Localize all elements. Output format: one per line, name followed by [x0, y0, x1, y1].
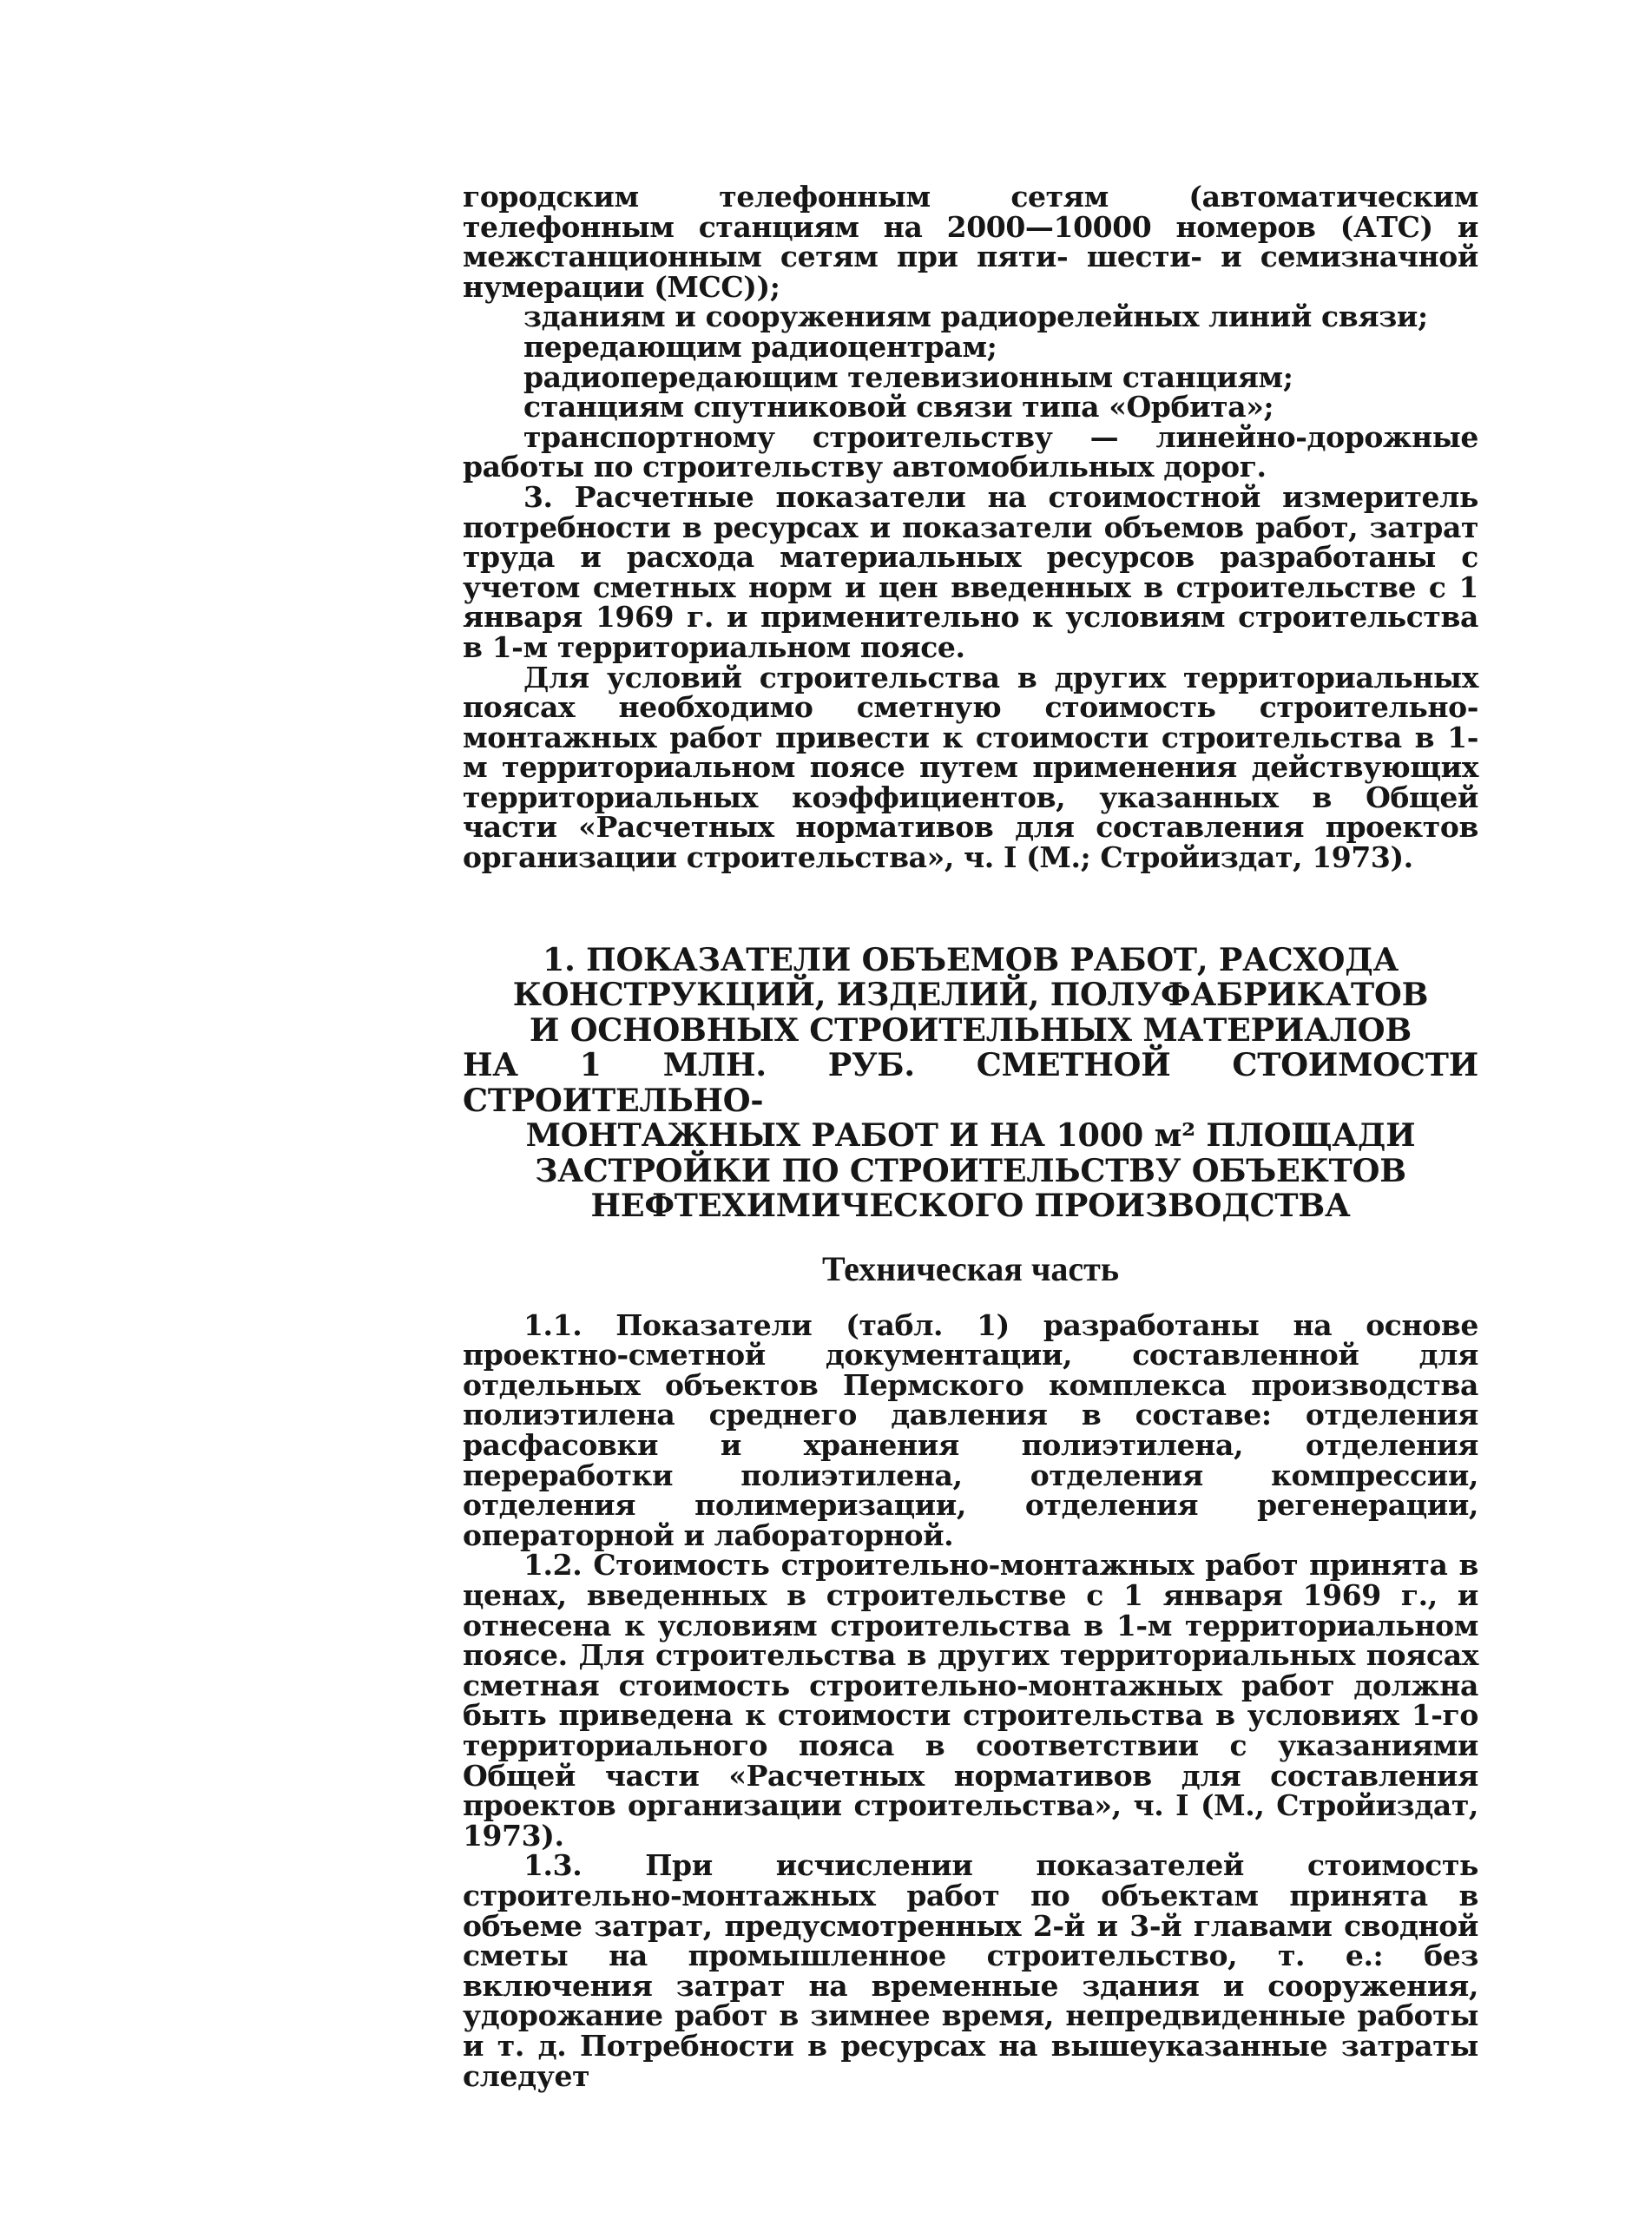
clause-1-2: 1.2. Стоимость строительно-монтажных работ принята в ценах, введенных в строительстве с 1 января 1969 г., и отнесена к условиям строительства в 1-м территориальном поясе. Для строительства в других территориальных поясах сметная стоимость строительно-монтажных работ должна быть приведена к стоимости строительства в условиях 1-го территориального пояса в соответствии с указаниями Общей части «Расчетных нормативов для составления проектов организации строительства», ч. I (М., Стройиздат, 1973). — [463, 1548, 1478, 1853]
intro-paragraph: городским телефонным сетям (автоматическим телефонным станциям на 2000—10000 номеров (АТС) и межстанционным сетям при пяти- шести- и семизначной нумерации (МСС)); — [463, 180, 1478, 304]
list-item: радиопередающим телевизионным станциям; — [523, 359, 1293, 394]
list-item: станциям спутниковой связи типа «Орбита»; — [523, 390, 1274, 425]
other-zones-paragraph: Для условий строительства в других территориальных поясах необходимо сметную стоимость строительно-монтажных работ привести к стоимости строительства в 1-м территориальном поясе путем применения действующих территориальных коэффициентов, указанных в Общей части «Расчетных нормативов для составления проектов организации строительства», ч. I (М.; Стройиздат, 1973). — [463, 660, 1478, 875]
list-item: зданиям и сооружениям радиорелейных линий связи; — [523, 300, 1428, 334]
list-item: передающим радиоцентрам; — [523, 329, 997, 364]
section-heading-line: НЕФТЕХИМИЧЕСКОГО ПРОИЗВОДСТВА — [590, 1187, 1351, 1225]
section-heading-line: НА 1 МЛН. РУБ. СМЕТНОЙ СТОИМОСТИ СТРОИТЕЛЬНО- — [463, 1046, 1478, 1119]
subheading: Техническая часть — [822, 1248, 1119, 1288]
clause-1-1: 1.1. Показатели (табл. 1) разработаны на основе проектно-сметной документации, составленной для отдельных объектов Пермского комплекса производства полиэтилена среднего давления в составе: отделения расфасовки и хранения полиэтилена, отделения переработки полиэтилена, отделения компрессии, отделения полимеризации, отделения регенерации, операторной и лабораторной. — [463, 1307, 1478, 1552]
clause-1-3: 1.3. При исчислении показателей стоимость строительно-монтажных работ по объектам принята в объеме затрат, предусмотренных 2-й и 3-й главами сводной сметы на промышленное строительство, т. е.: без включения затрат на временные здания и сооружения, удорожание работ в зимнее время, непредвиденные работы и т. д. Потребности в ресурсах на вышеуказанные затраты следует — [463, 1848, 1478, 2093]
section-heading — [463, 940, 1478, 1225]
point-3-paragraph: 3. Расчетные показатели на стоимостной измеритель потребности в ресурсах и показатели объемов работ, затрат труда и расхода материальных ресурсов разработаны с учетом сметных норм и цен введенных в строительстве с 1 января 1969 г. и применительно к условиям строительства в 1-м территориальном поясе. — [463, 479, 1478, 664]
section-heading-line: ЗАСТРОЙКИ ПО СТРОИТЕЛЬСТВУ ОБЪЕКТОВ — [535, 1151, 1406, 1189]
section-heading-line: И ОСНОВНЫХ СТРОИТЕЛЬНЫХ МАТЕРИАЛОВ — [529, 1010, 1412, 1049]
list-item: транспортному строительству — линейно-дорожные работы по строительству автомобильных дорог. — [463, 419, 1478, 484]
text-column — [463, 182, 1478, 2091]
section-heading-line: МОНТАЖНЫХ РАБОТ И НА 1000 м² ПЛОЩАДИ — [525, 1116, 1416, 1155]
section-heading-line: КОНСТРУКЦИЙ, ИЗДЕЛИЙ, ПОЛУФАБРИКАТОВ — [512, 976, 1429, 1014]
section-heading-line: 1. ПОКАЗАТЕЛИ ОБЪЕМОВ РАБОТ, РАСХОДА — [542, 940, 1399, 978]
